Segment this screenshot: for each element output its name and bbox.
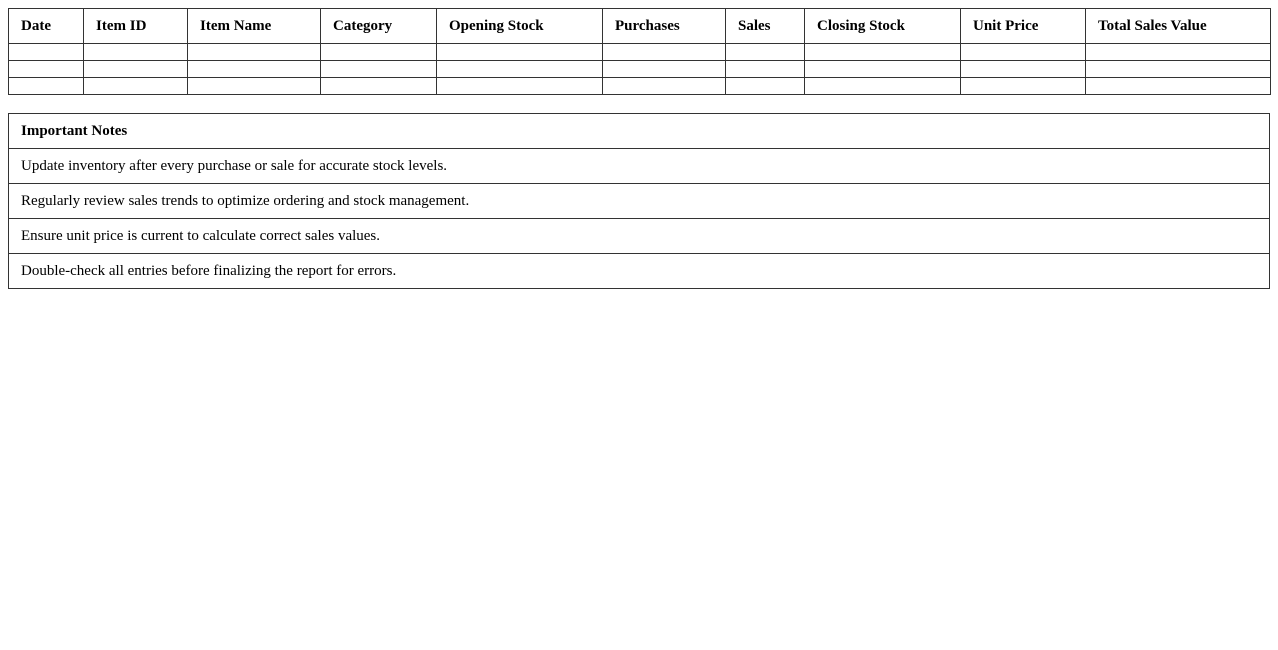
table-row [9, 61, 1271, 78]
table-cell[interactable] [321, 78, 437, 95]
table-cell[interactable] [805, 61, 961, 78]
inventory-table [8, 8, 1271, 95]
column-header-sales: Sales [726, 9, 805, 44]
table-cell[interactable] [188, 61, 321, 78]
inventory-header-row [9, 9, 1271, 44]
table-cell[interactable] [84, 44, 188, 61]
note-row [9, 254, 1270, 289]
table-row [9, 78, 1271, 95]
column-header-total-sales-value: Total Sales Value [1086, 9, 1271, 44]
column-header-unit-price: Unit Price [961, 9, 1086, 44]
table-cell[interactable] [1086, 61, 1271, 78]
table-cell[interactable] [321, 61, 437, 78]
table-cell[interactable] [9, 61, 84, 78]
table-cell[interactable] [726, 44, 805, 61]
table-cell[interactable] [603, 61, 726, 78]
table-cell[interactable] [603, 78, 726, 95]
note-item: Update inventory after every purchase or sale for accurate stock levels. [9, 149, 1270, 184]
column-header-opening-stock: Opening Stock [437, 9, 603, 44]
table-cell[interactable] [961, 44, 1086, 61]
table-cell[interactable] [805, 78, 961, 95]
table-cell[interactable] [603, 44, 726, 61]
table-cell[interactable] [437, 78, 603, 95]
note-row [9, 149, 1270, 184]
table-cell[interactable] [1086, 78, 1271, 95]
table-cell[interactable] [84, 61, 188, 78]
table-cell[interactable] [9, 78, 84, 95]
notes-header-row [9, 114, 1270, 149]
table-cell[interactable] [321, 44, 437, 61]
table-cell[interactable] [188, 44, 321, 61]
column-header-item-id: Item ID [84, 9, 188, 44]
note-row [9, 184, 1270, 219]
column-header-date: Date [9, 9, 84, 44]
column-header-closing-stock: Closing Stock [805, 9, 961, 44]
column-header-item-name: Item Name [188, 9, 321, 44]
note-row [9, 219, 1270, 254]
table-cell[interactable] [1086, 44, 1271, 61]
table-cell[interactable] [726, 61, 805, 78]
note-item: Ensure unit price is current to calculate correct sales values. [9, 219, 1270, 254]
table-row [9, 44, 1271, 61]
table-cell[interactable] [437, 44, 603, 61]
column-header-purchases: Purchases [603, 9, 726, 44]
note-item: Double-check all entries before finalizing the report for errors. [9, 254, 1270, 289]
notes-table [8, 113, 1270, 289]
table-cell[interactable] [437, 61, 603, 78]
note-item: Regularly review sales trends to optimize ordering and stock management. [9, 184, 1270, 219]
table-cell[interactable] [961, 78, 1086, 95]
table-cell[interactable] [9, 44, 84, 61]
notes-heading: Important Notes [9, 114, 1270, 149]
table-cell[interactable] [805, 44, 961, 61]
table-cell[interactable] [726, 78, 805, 95]
table-cell[interactable] [188, 78, 321, 95]
column-header-category: Category [321, 9, 437, 44]
table-cell[interactable] [961, 61, 1086, 78]
table-cell[interactable] [84, 78, 188, 95]
